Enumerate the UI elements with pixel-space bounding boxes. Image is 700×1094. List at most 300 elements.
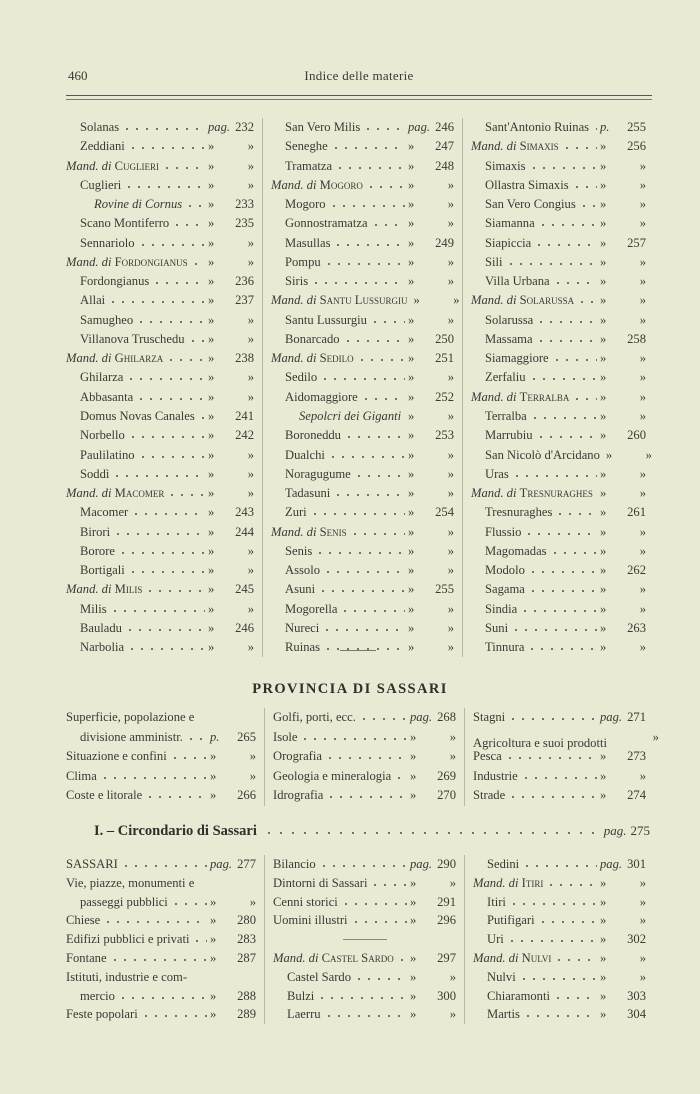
page-prefix: » xyxy=(410,788,417,802)
mandamento-entry xyxy=(471,137,646,156)
page-prefix: » xyxy=(600,543,607,558)
page-number: » xyxy=(639,293,646,308)
page-number: » xyxy=(249,768,256,783)
entry-name: Orografia xyxy=(273,749,322,763)
page-number: 257 xyxy=(627,235,646,250)
dot-leader xyxy=(162,166,205,170)
mandamento-name: Macomer xyxy=(114,486,165,501)
index-entry xyxy=(271,118,454,137)
page-prefix: » xyxy=(208,254,215,269)
mandamento-name: Santu Lussurgiu xyxy=(319,293,408,308)
mandamento-prefix: Mand. di xyxy=(271,293,317,308)
dot-leader xyxy=(506,262,597,266)
index-entry xyxy=(273,987,456,1006)
page-prefix: » xyxy=(208,177,215,192)
page-reference xyxy=(208,253,254,272)
entry-name: Gonnostramatza xyxy=(285,216,368,231)
entry-name: Birori xyxy=(80,524,111,539)
page-number: 249 xyxy=(435,235,454,250)
page-reference xyxy=(600,234,646,253)
index-entry xyxy=(271,426,454,445)
page-prefix: » xyxy=(600,486,607,501)
page-reference xyxy=(600,708,646,728)
dot-leader xyxy=(538,223,597,227)
mandamento-prefix: Mand. di xyxy=(66,486,112,501)
dot-leader xyxy=(122,127,205,131)
entry-name xyxy=(471,484,593,503)
page-reference xyxy=(606,446,652,465)
page-prefix: » xyxy=(600,988,607,1003)
index-entry xyxy=(66,291,254,310)
mandamento-prefix: Mand. di xyxy=(271,351,317,366)
dot-leader xyxy=(124,185,205,189)
mandamento-entry xyxy=(471,388,646,407)
page-reference xyxy=(600,137,646,156)
page-number: » xyxy=(449,749,456,763)
page-reference xyxy=(408,638,454,657)
page-number: » xyxy=(639,389,646,404)
entry-name: Isole xyxy=(273,729,298,744)
entry-name: Bonarcado xyxy=(285,331,340,346)
dot-leader xyxy=(121,864,207,868)
page-number: » xyxy=(639,254,646,269)
page-prefix: » xyxy=(600,563,607,578)
entry-name: Magomadas xyxy=(485,543,547,558)
page-number: » xyxy=(247,601,254,616)
entry-name: SASSARI xyxy=(66,857,118,871)
dot-leader xyxy=(370,320,405,324)
dot-leader xyxy=(536,435,597,439)
page-reference xyxy=(410,949,456,968)
page-reference xyxy=(600,874,646,893)
page-prefix: » xyxy=(600,408,607,423)
dot-leader xyxy=(397,958,407,962)
page-number: » xyxy=(453,293,460,308)
entry-name xyxy=(473,874,543,893)
page-prefix: » xyxy=(605,447,613,462)
dot-leader xyxy=(110,609,205,613)
dot-leader xyxy=(128,146,205,150)
page-reference xyxy=(208,234,254,253)
dot-leader xyxy=(553,996,597,1000)
page-reference xyxy=(208,619,254,638)
page-prefix: » xyxy=(208,601,215,616)
entry-divider xyxy=(273,930,456,949)
page-reference xyxy=(408,176,454,195)
page-prefix: » xyxy=(210,768,217,783)
page-reference xyxy=(208,272,254,291)
page-reference xyxy=(408,214,454,233)
dot-leader xyxy=(170,756,207,760)
dot-leader xyxy=(315,551,405,555)
index-entry xyxy=(66,855,256,874)
entry-name: Sedini xyxy=(487,857,520,871)
page-reference xyxy=(210,911,256,930)
mandamento-prefix: Mand. di xyxy=(473,950,519,965)
entry-name: Coste e litorale xyxy=(66,788,143,802)
dot-leader xyxy=(530,416,597,420)
dot-leader xyxy=(505,756,597,760)
page-reference xyxy=(410,855,456,874)
dot-leader xyxy=(534,243,597,247)
page-prefix: » xyxy=(210,988,217,1003)
page-prefix: » xyxy=(408,235,415,250)
entry-name: Zerfaliu xyxy=(485,370,526,385)
page-reference xyxy=(208,176,254,195)
page-prefix: pag. xyxy=(600,710,623,724)
entry-name: Senis xyxy=(285,543,313,558)
page-reference xyxy=(208,118,254,137)
dot-leader xyxy=(185,204,205,208)
page-prefix: » xyxy=(600,158,607,173)
page-reference xyxy=(410,767,456,787)
page-number: 460 xyxy=(68,68,88,83)
page-number: » xyxy=(639,177,646,192)
entry-name: Tadasuni xyxy=(285,486,331,501)
entry-name: Uomini illustri xyxy=(273,913,348,928)
page-number: » xyxy=(449,1007,456,1022)
dot-leader xyxy=(404,416,405,420)
entry-name xyxy=(66,484,164,503)
page-reference xyxy=(208,465,254,484)
entry-name: Villa Urbana xyxy=(485,274,550,289)
page-reference xyxy=(408,157,454,176)
index-column-3 xyxy=(464,708,659,806)
dot-leader xyxy=(350,532,405,536)
page-prefix: » xyxy=(600,312,607,327)
mandamento-entry xyxy=(271,523,454,542)
page-reference xyxy=(210,767,256,787)
dot-leader xyxy=(572,185,597,189)
page-number: 256 xyxy=(627,139,646,154)
page-number: 273 xyxy=(627,749,646,763)
page-reference xyxy=(210,987,256,1006)
dot-leader xyxy=(508,795,597,799)
page-prefix: » xyxy=(600,950,607,965)
page-prefix: » xyxy=(208,370,215,385)
page-number: » xyxy=(449,875,456,890)
index-entry xyxy=(271,580,454,599)
mandamento-prefix: Mand. di xyxy=(471,486,517,501)
mandamento-prefix: Mand. di xyxy=(66,158,112,173)
dot-leader xyxy=(128,435,205,439)
page-reference xyxy=(600,176,646,195)
page-prefix: » xyxy=(600,640,607,655)
page-number: » xyxy=(639,216,646,231)
page-number: 236 xyxy=(235,274,254,289)
index-entry xyxy=(271,542,454,561)
page-number: » xyxy=(247,543,254,558)
page-reference xyxy=(600,893,646,912)
mandamento-prefix: Mand. di xyxy=(273,950,319,965)
index-entry xyxy=(471,368,646,387)
dot-leader xyxy=(118,551,205,555)
page-prefix: » xyxy=(410,768,417,783)
mandamento-prefix: Mand. di xyxy=(66,254,112,269)
page-number: » xyxy=(249,749,256,763)
page-reference xyxy=(408,407,454,426)
entry-name: Seneghe xyxy=(285,139,328,154)
page-prefix: » xyxy=(208,640,215,655)
dot-leader xyxy=(326,795,407,799)
page-reference xyxy=(600,767,646,787)
page-prefix: » xyxy=(208,408,215,423)
page-reference xyxy=(408,503,454,522)
dot-leader xyxy=(322,628,405,632)
page-reference xyxy=(410,874,456,893)
entry-name: Sagama xyxy=(485,582,525,597)
entry-name: Paulilatino xyxy=(80,447,135,462)
index-entry xyxy=(66,874,256,893)
entry-name: Ollastra Simaxis xyxy=(485,177,569,192)
mandamento-name: Milis xyxy=(114,582,143,597)
entry-name: Sindia xyxy=(485,601,518,616)
page-prefix: » xyxy=(600,216,607,231)
index-entry xyxy=(471,446,652,465)
dot-leader xyxy=(354,977,407,981)
page-reference xyxy=(600,503,646,522)
index-entry xyxy=(473,1005,646,1024)
page-prefix: » xyxy=(410,1007,417,1022)
index-entry xyxy=(471,349,646,368)
entry-name xyxy=(66,157,159,176)
entry-name: Golfi, porti, ecc. xyxy=(273,710,356,724)
index-entry xyxy=(271,311,454,330)
page-number: » xyxy=(447,563,454,578)
dot-leader xyxy=(100,776,207,780)
page-number: 302 xyxy=(627,932,646,947)
mandamento-name: Mogoro xyxy=(319,177,363,192)
page-reference xyxy=(600,747,646,767)
index-entry xyxy=(66,272,254,291)
page-number: » xyxy=(639,274,646,289)
page-number: » xyxy=(247,486,254,501)
page-number: 303 xyxy=(627,988,646,1003)
province-heading: PROVINCIA DI SASSARI xyxy=(252,681,448,697)
index-entry xyxy=(66,600,254,619)
page-prefix: » xyxy=(600,331,607,346)
dot-leader xyxy=(141,1014,207,1018)
entry-name xyxy=(271,176,363,195)
page-reference xyxy=(600,195,646,214)
page-prefix: » xyxy=(410,950,417,965)
page-reference xyxy=(408,619,454,638)
page-prefix: » xyxy=(408,351,415,366)
page-reference xyxy=(410,728,456,748)
header-rule xyxy=(66,95,652,96)
entry-name: Aidomaggiore xyxy=(285,389,358,404)
page-reference xyxy=(600,426,646,445)
page-reference xyxy=(208,388,254,407)
dot-leader xyxy=(553,281,597,285)
page-number: » xyxy=(652,729,659,744)
page-prefix: » xyxy=(600,620,607,635)
page-reference xyxy=(600,638,646,657)
index-entry xyxy=(273,786,456,806)
page-reference xyxy=(410,968,456,987)
index-entry xyxy=(471,118,646,137)
mandamento-name: Nulvi xyxy=(521,950,552,965)
index-column-1 xyxy=(66,855,264,1024)
page-number: » xyxy=(639,370,646,385)
index-entry xyxy=(66,968,256,987)
dot-leader xyxy=(333,243,405,247)
page-number: » xyxy=(639,913,646,928)
page-prefix: » xyxy=(600,254,607,269)
page-reference xyxy=(414,291,460,310)
entry-name: Siamanna xyxy=(485,216,535,231)
index-entry xyxy=(271,234,454,253)
page-number: » xyxy=(639,158,646,173)
page-number: » xyxy=(447,486,454,501)
dot-leader xyxy=(357,358,405,362)
page-number: 232 xyxy=(235,120,254,134)
page-prefix: » xyxy=(208,274,215,289)
page-number: 296 xyxy=(437,913,456,928)
page-reference xyxy=(408,523,454,542)
index-entry xyxy=(271,484,454,503)
page-number: 300 xyxy=(437,988,456,1003)
dot-leader xyxy=(198,416,205,420)
page-number: » xyxy=(447,601,454,616)
page-number: » xyxy=(447,408,454,423)
entry-name: Allai xyxy=(80,293,106,308)
page-prefix: » xyxy=(408,274,415,289)
page-prefix: » xyxy=(600,370,607,385)
entry-name: Siapiccia xyxy=(485,235,532,250)
entry-name: Siris xyxy=(285,274,309,289)
page-reference xyxy=(208,503,254,522)
page-number: » xyxy=(447,447,454,462)
page-reference xyxy=(208,368,254,387)
index-entry xyxy=(271,214,454,233)
page-number: 246 xyxy=(435,120,454,134)
page-prefix: » xyxy=(408,331,415,346)
page-number: 290 xyxy=(437,857,456,871)
page-prefix: » xyxy=(600,274,607,289)
entry-name: Domus Novas Canales xyxy=(80,408,195,423)
page-reference xyxy=(600,619,646,638)
mandamento-name: Sedilo xyxy=(319,351,354,366)
page-number: » xyxy=(247,370,254,385)
page-reference xyxy=(408,349,454,368)
page-number: 235 xyxy=(235,216,254,231)
page-prefix: » xyxy=(600,582,607,597)
page-number: » xyxy=(639,197,646,212)
dot-leader xyxy=(319,864,407,868)
page-reference xyxy=(408,465,454,484)
entry-name: Modolo xyxy=(485,563,525,578)
entry-name: Cuglieri xyxy=(80,177,122,192)
page-number: 248 xyxy=(435,158,454,173)
page-number: 242 xyxy=(235,428,254,443)
entry-name: Flussio xyxy=(485,524,522,539)
dot-leader xyxy=(324,1014,407,1018)
dot-leader xyxy=(527,647,597,651)
index-entry xyxy=(471,561,646,580)
page-number: » xyxy=(447,254,454,269)
entry-name: Marrubiu xyxy=(485,428,533,443)
page-number: » xyxy=(447,543,454,558)
page-number: » xyxy=(247,254,254,269)
page-reference xyxy=(408,388,454,407)
entry-name: Boroneddu xyxy=(285,428,341,443)
page-number: » xyxy=(639,486,646,501)
page-prefix: » xyxy=(210,1007,217,1022)
page-reference xyxy=(600,253,646,272)
mandamento-name: Solarussa xyxy=(519,293,575,308)
index-entry xyxy=(471,638,646,657)
entry-name xyxy=(471,291,574,310)
page-prefix: » xyxy=(408,216,415,231)
page-reference xyxy=(208,523,254,542)
page-prefix: » xyxy=(410,913,417,928)
dot-leader xyxy=(536,339,597,343)
page-prefix: » xyxy=(600,466,607,481)
index-column-2 xyxy=(262,118,462,657)
page-number: 291 xyxy=(437,894,456,909)
entry-name: Villanova Truschedu xyxy=(80,331,185,346)
page-prefix: » xyxy=(600,505,607,520)
entry-name: Nulvi xyxy=(487,969,516,984)
mandamento-entry xyxy=(473,874,646,893)
index-column-1 xyxy=(66,708,264,806)
dot-leader xyxy=(145,589,205,593)
page-number: 266 xyxy=(237,788,256,802)
page-reference xyxy=(208,214,254,233)
page-number: 252 xyxy=(435,389,454,404)
entry-name: Uras xyxy=(485,466,509,481)
index-entry xyxy=(471,311,646,330)
entry-name: Asuni xyxy=(285,582,316,597)
page-number: 250 xyxy=(435,331,454,346)
entry-name: Terralba xyxy=(485,408,527,423)
dot-leader xyxy=(511,628,597,632)
page-number: » xyxy=(639,582,646,597)
dot-leader xyxy=(359,717,407,721)
index-entry xyxy=(471,600,646,619)
entry-name: Laerru xyxy=(287,1007,321,1022)
page-reference xyxy=(208,311,254,330)
entry-name: Macomer xyxy=(80,505,129,520)
index-entry xyxy=(271,465,454,484)
page-number: » xyxy=(447,466,454,481)
page-number: 233 xyxy=(235,197,254,212)
index-column-1 xyxy=(66,118,262,657)
page-prefix: » xyxy=(408,601,415,616)
page-prefix: » xyxy=(600,601,607,616)
index-entry xyxy=(271,407,454,426)
page-number: 253 xyxy=(435,428,454,443)
dot-leader xyxy=(371,223,405,227)
page-prefix: » xyxy=(408,486,415,501)
page-number: » xyxy=(639,466,646,481)
index-entry xyxy=(271,503,454,522)
dot-leader xyxy=(113,532,205,536)
dot-leader xyxy=(536,320,597,324)
page-number: 262 xyxy=(627,563,646,578)
page-reference xyxy=(600,214,646,233)
dot-leader xyxy=(172,223,205,227)
page-number: » xyxy=(447,640,454,655)
dot-leader xyxy=(166,358,205,362)
index-entry xyxy=(66,176,254,195)
entry-name xyxy=(271,523,347,542)
index-entry xyxy=(66,561,254,580)
entry-name: Sedilo xyxy=(285,370,318,385)
page-prefix: » xyxy=(600,969,607,984)
index-entry xyxy=(66,311,254,330)
